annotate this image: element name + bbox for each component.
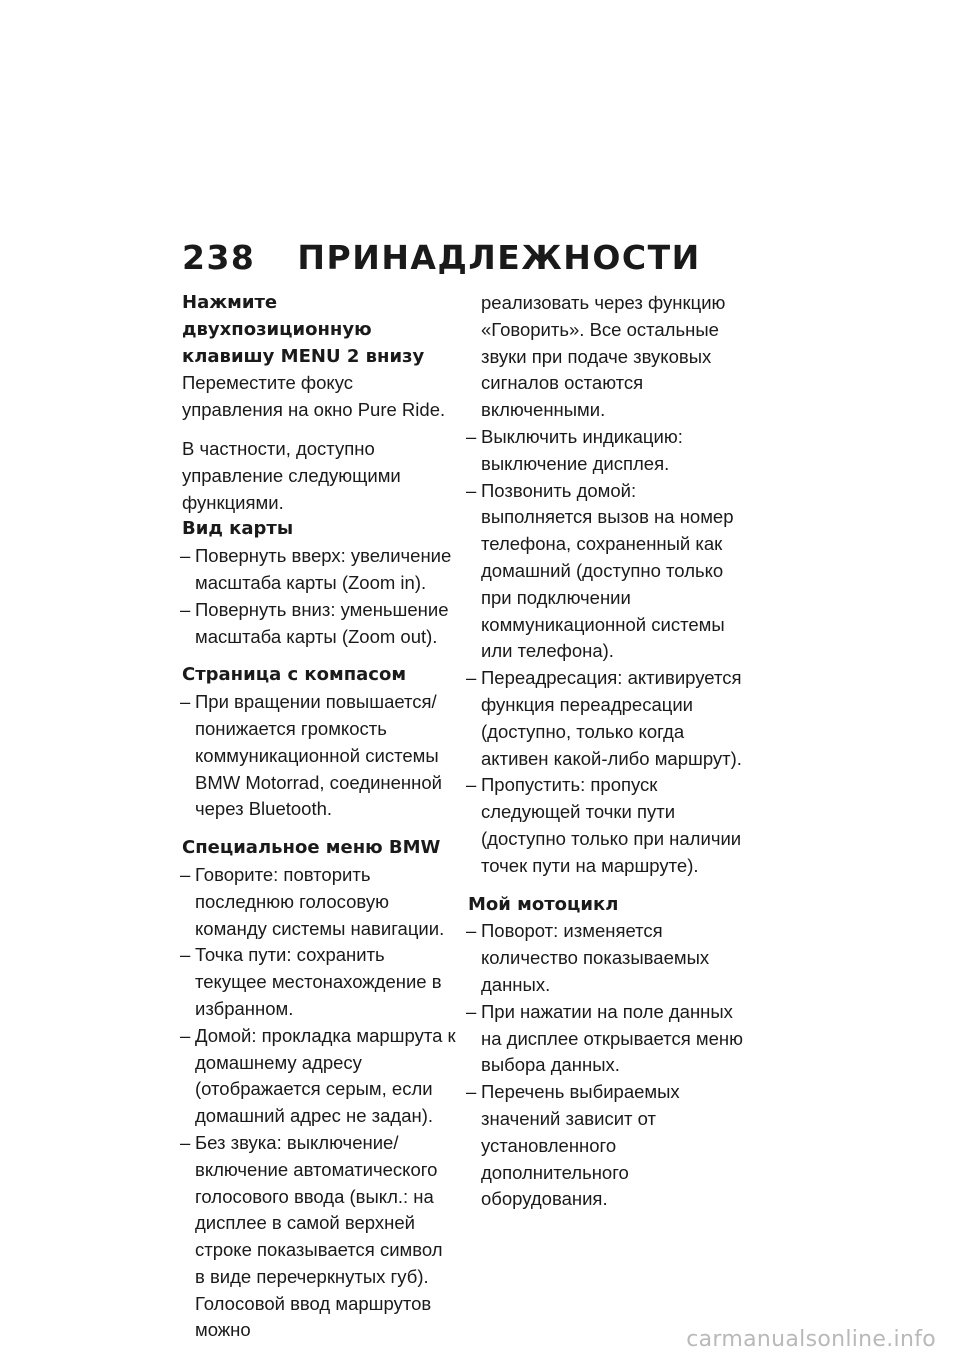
list-item: – Без звука: выключение/включение автоматического голосового ввода (выкл.: на дисплее в самой верхней строке показывается символ в виде перечеркнутых губ). Голосовой ввод маршрутов можно — [182, 1130, 457, 1344]
list-item: – Выключить индикацию: выключение дисплея. — [468, 424, 743, 478]
list-item: – При вращении повышается/понижается громкость коммуникационной системы BMW Motorrad, соединенной через Bluetooth. — [182, 689, 457, 823]
heading-menu-button: Нажмите двухпозиционную клавишу MENU 2 внизу — [182, 292, 425, 367]
paragraph-functions: В частности, доступно управление следующими функциями. — [182, 437, 401, 513]
list-item: – При нажатии на поле данных на дисплее открывается меню выбора данных. — [468, 999, 743, 1079]
list-item: – Точка пути: сохранить текущее местонахождение в избранном. — [182, 942, 457, 1022]
heading-compass-page: Страница с компасом — [182, 664, 407, 686]
paragraph-focus: Переместите фокус управления на окно Pure Ride. — [182, 372, 446, 421]
special-menu-list-rest — [468, 424, 743, 880]
list-item: – Говорите: повторить последнюю голосовую команду системы навигации. — [182, 862, 457, 942]
list-item: – Повернуть вниз: уменьшение масштаба карты (Zoom out). — [182, 597, 457, 651]
page-header — [182, 238, 701, 278]
watermark: carmanualsonline.info — [686, 1327, 936, 1352]
heading-my-motorcycle: Мой мотоцикл — [468, 893, 619, 915]
compass-list — [182, 689, 457, 823]
heading-map-view: Вид карты — [182, 518, 294, 540]
section-title: ПРИНАДЛЕЖНОСТИ — [297, 238, 701, 277]
map-view-list — [182, 543, 457, 650]
list-item: – Повернуть вверх: увеличение масштаба карты (Zoom in). — [182, 543, 457, 597]
list-item-continuation — [468, 290, 743, 424]
special-menu-list — [182, 862, 457, 1344]
special-menu-list-continued — [468, 290, 743, 424]
page-number: 238 — [182, 238, 256, 277]
list-item: – Позвонить домой: выполняется вызов на номер телефона, сохраненный как домашний (доступно только при подключении коммуникационной системы или телефона). — [468, 478, 743, 666]
continuation-text: реализовать через функцию «Говорить». Все остальные звуки при подаче звуковых сигналов остаются включенными. — [481, 292, 726, 421]
list-item: – Пропустить: пропуск следующей точки пути (доступно только при наличии точек пути на маршруте). — [468, 772, 743, 879]
my-motorcycle-list — [468, 918, 743, 1213]
right-column — [468, 290, 743, 1213]
heading-special-menu: Специальное меню BMW — [182, 837, 441, 859]
list-item: – Переадресация: активируется функция переадресации (доступно, только когда активен какой-либо маршрут). — [468, 665, 743, 772]
list-item: – Перечень выбираемых значений зависит от установленного дополнительного оборудования. — [468, 1079, 743, 1213]
list-item: – Домой: прокладка маршрута к домашнему адресу (отображается серым, если домашний адрес не задан). — [182, 1023, 457, 1130]
left-column — [182, 290, 457, 1344]
list-item: – Поворот: изменяется количество показываемых данных. — [468, 918, 743, 998]
